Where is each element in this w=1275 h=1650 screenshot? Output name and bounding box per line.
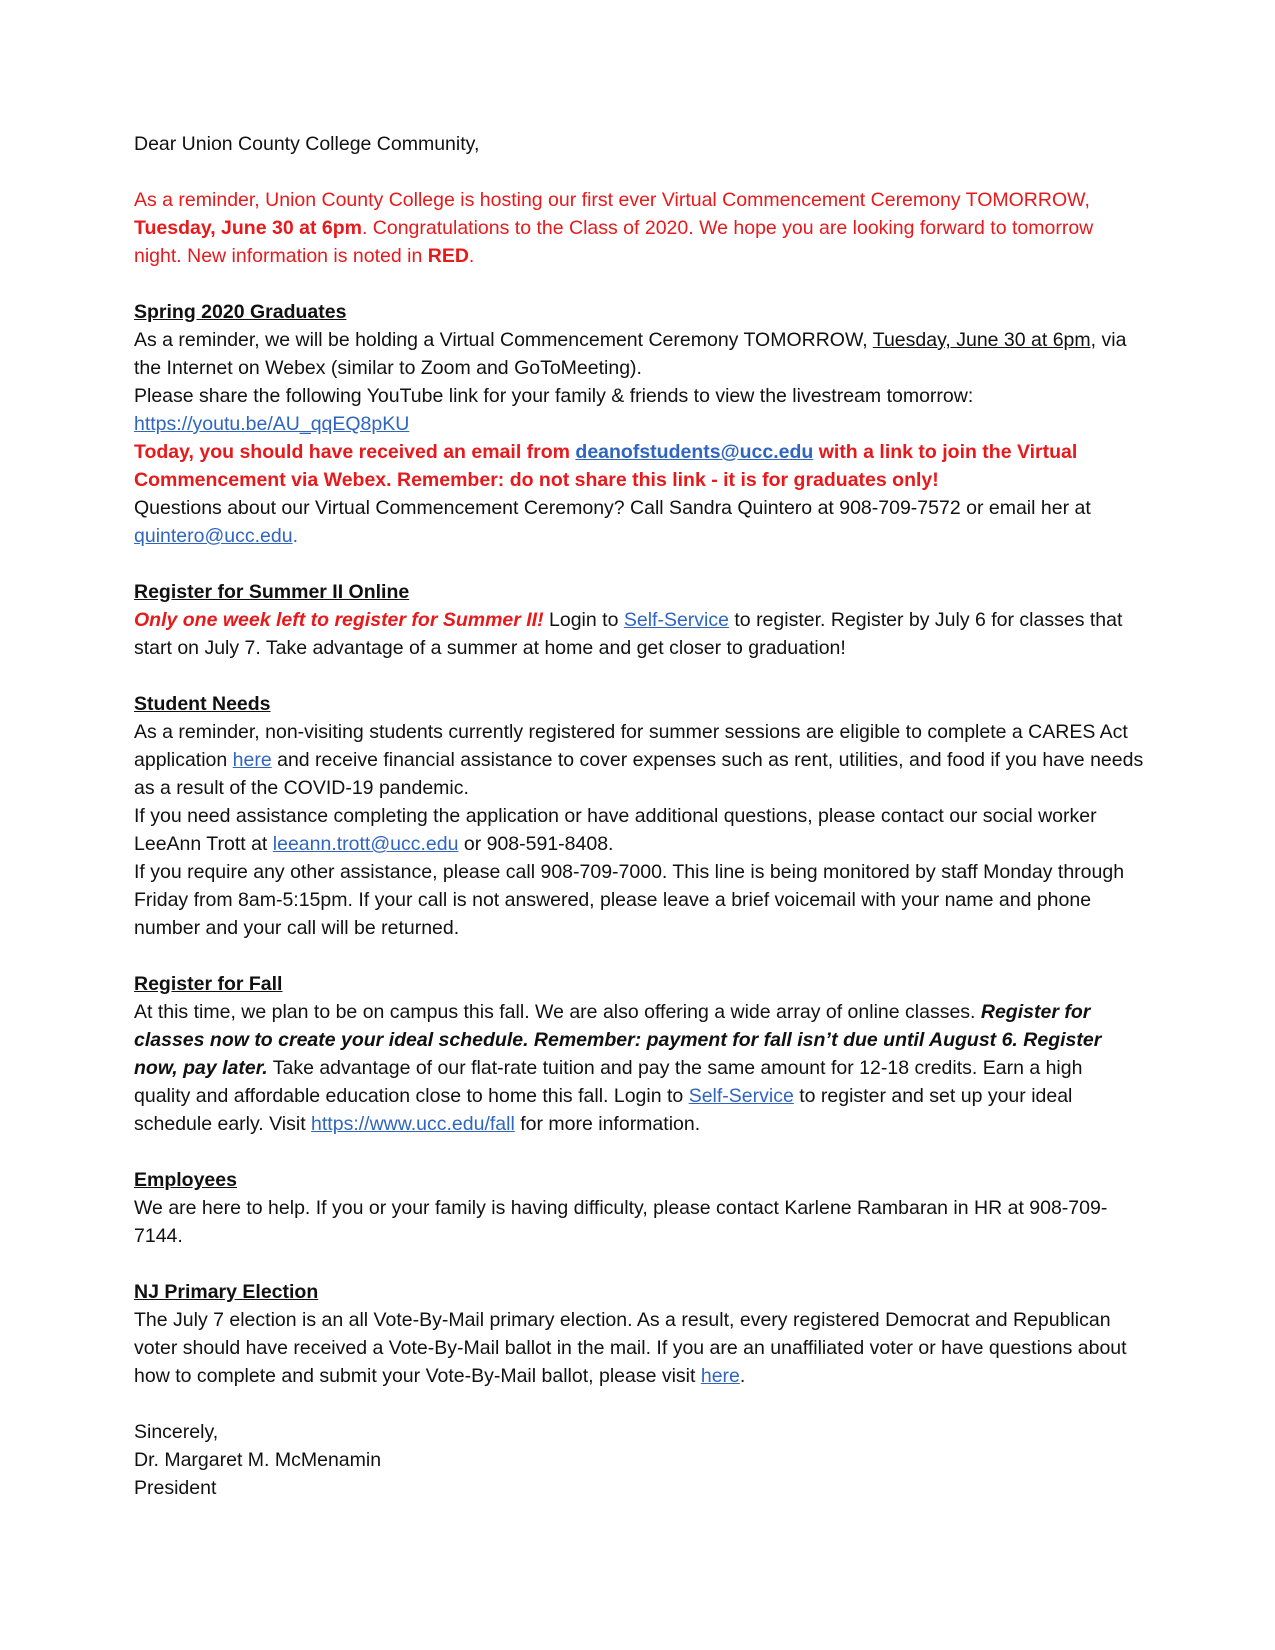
sign-off: Sincerely, [134, 1421, 219, 1443]
greeting: Dear Union County College Community, [134, 133, 480, 155]
election-text: . [739, 1365, 746, 1387]
graduates-paragraph-1 [134, 326, 1144, 382]
summer-text: Login to [543, 609, 624, 631]
election-paragraph [134, 1306, 1144, 1390]
graduates-paragraph-4 [134, 494, 1144, 550]
section-heading-employees: Employees [134, 1169, 237, 1191]
self-service-link[interactable]: Self-Service [623, 609, 729, 631]
needs-text: and receive financial assistance to cover expenses such as rent, utilities, and food if you have needs as a result of the COVID-19 pandemic. [134, 749, 1144, 799]
graduates-date: Tuesday, June 30 at 6pm, [872, 329, 1097, 351]
deanofstudents-email-link[interactable]: deanofstudents@ucc.edu [575, 441, 814, 463]
section-heading-election: NJ Primary Election [134, 1281, 319, 1303]
section-heading-graduates: Spring 2020 Graduates [134, 301, 347, 323]
section-heading-student-needs: Student Needs [134, 693, 271, 715]
employees-paragraph: We are here to help. If you or your family is having difficulty, please contact Karlene Rambaran in HR at 908-709-7144. [134, 1197, 1108, 1247]
letter-body [134, 130, 1144, 1502]
needs-text: If you need assistance completing the application or have additional questions, please contact our social worker LeeAnn Trott at [134, 805, 1097, 855]
graduates-text: Questions about our Virtual Commencement Ceremony? Call Sandra Quintero at 908-709-7572 or email her at [134, 497, 1091, 519]
fall-text: for more information. [514, 1113, 701, 1135]
cares-here-link[interactable]: here [232, 749, 272, 771]
fall-text: At this time, we plan to be on campus this fall. We are also offering a wide array of online classes. [134, 1001, 981, 1023]
self-service-link-fall[interactable]: Self-Service [688, 1085, 794, 1107]
youtube-link[interactable]: https://youtu.be/AU_qqEQ8pKU [134, 413, 410, 435]
graduates-text: Please share the following YouTube link for your family & friends to view the livestream tomorrow: [134, 385, 974, 407]
summer-text: to register. Register by July 6 for classes that start on July 7. Take advantage of a summer at home and get closer to graduation! [134, 609, 1123, 659]
signer-name: Dr. Margaret M. McMenamin [134, 1449, 382, 1471]
graduates-text: As a reminder, we will be holding a Virtual Commencement Ceremony TOMORROW, [134, 329, 873, 351]
intro-date: Tuesday, June 30 at 6pm [134, 217, 362, 239]
graduates-text: Today, you should have received an email from [134, 441, 576, 463]
fall-paragraph [134, 998, 1144, 1138]
graduates-paragraph-2 [134, 382, 1144, 438]
needs-paragraph-1 [134, 718, 1144, 802]
section-heading-summer: Register for Summer II Online [134, 581, 410, 603]
graduates-paragraph-3 [134, 438, 1144, 494]
graduates-text: with a link to join the Virtual Commencement via Webex. Remember: do not share this link - it is for graduates only! [134, 441, 1078, 491]
intro-text-1: As a reminder, Union County College is hosting our first ever Virtual Commencement Ceremony TOMORROW, [134, 189, 1090, 211]
intro-text-3: . [468, 245, 475, 267]
summer-paragraph [134, 606, 1144, 662]
fall-url-link[interactable]: https://www.ucc.edu/fall [311, 1113, 515, 1135]
trott-email-link[interactable]: leeann.trott@ucc.edu [272, 833, 459, 855]
graduates-text: via the Internet on Webex (similar to Zoom and GoToMeeting). [134, 329, 1127, 379]
intro-red-word: RED [427, 245, 469, 267]
needs-text: or 908-591-8408. [458, 833, 614, 855]
fall-text: to register and set up your ideal schedule early. Visit [134, 1085, 1073, 1135]
fall-text: Take advantage of our flat-rate tuition and pay the same amount for 12-18 credits. Earn a high quality and affordable education close to home this fall. Login to [134, 1057, 1083, 1107]
fall-emphasis: Register for classes now to create your ideal schedule. Remember: payment for fall isn’t due until August 6. Register now, pay later. [134, 1001, 1102, 1079]
intro-text-2: . Congratulations to the Class of 2020. We hope you are looking forward to tomorrow night. New information is noted in [134, 217, 1094, 267]
quintero-email-link[interactable]: quintero@ucc.edu [134, 525, 293, 547]
needs-paragraph-3: If you require any other assistance, please call 908-709-7000. This line is being monitored by staff Monday through Friday from 8am-5:15pm. If your call is not answered, please leave a brief voicemail with your name and phone number and your call will be returned. [134, 861, 1125, 939]
needs-text: As a reminder, non-visiting students currently registered for summer sessions are eligible to complete a CARES Act application [134, 721, 1128, 771]
summer-emphasis: Only one week left to register for Summer II! [134, 609, 544, 631]
election-text: The July 7 election is an all Vote-By-Mail primary election. As a result, every registered Democrat and Republican voter should have received a Vote-By-Mail ballot in the mail. If you are an unaffiliated voter or have questions about how to complete and submit your Vote-By-Mail ballot, please visit [134, 1309, 1127, 1387]
graduates-text: . [292, 525, 298, 547]
needs-paragraph-2 [134, 802, 1144, 858]
section-heading-fall: Register for Fall [134, 973, 283, 995]
intro-paragraph [134, 186, 1144, 270]
signer-title: President [134, 1477, 217, 1499]
election-here-link[interactable]: here [700, 1365, 740, 1387]
